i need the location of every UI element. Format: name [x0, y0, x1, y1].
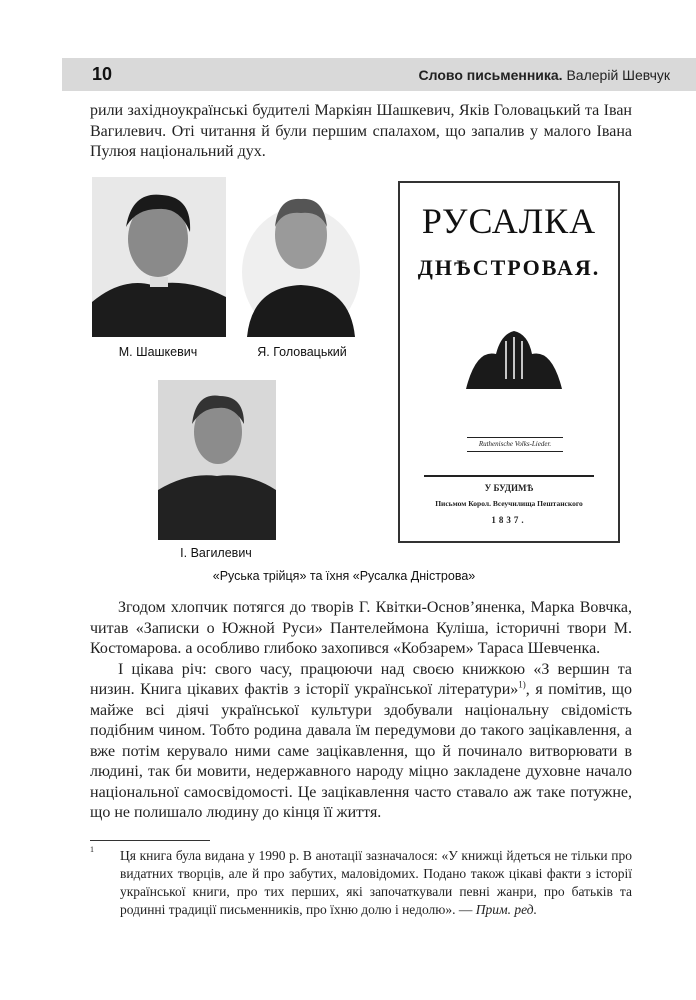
paragraph-3-start: І цікава річ: свого часу, працюючи над своєю книжкою «З вершин та низин. Книга цікавих фактів з історії української літератури» [90, 660, 632, 698]
book-subtitle: Ruthenische Volks-Lieder. [467, 437, 563, 452]
caption-holovatskyi: Я. Головацький [257, 345, 347, 359]
paragraph-2: Згодом хлопчик потягся до творів Г. Квітки-Основ’яненка, Марка Вовчка, читав «Записки о Южной Руси» Пантелеймона Куліша, історичні твори М. Костомарова. а особливо глибоко захопився «Кобзарем» Тараса Шевченка. [90, 599, 632, 657]
book-publisher: Письмом Корол. Всеучилища Пештанского [435, 499, 583, 508]
portrait-shashkevych [92, 177, 226, 337]
paragraph-1 [90, 101, 632, 163]
footnote-reference[interactable]: 1) [518, 679, 526, 690]
paragraph-3-end: , я помітив, що майже всі діячі української культури здобували національну свідомість подібним чином. Тобто родина давала їм передумови до такого зацікавлення, а вже потім керувало ними саме зацікавлення, що й починало витворювати в людині, так би мовити, недержавного народу міцно закладене духовне начало національної самосвідомості. Це зацікавлення часто ставало аж таке потужне, що не полишало людину до кінця її життя. [90, 681, 632, 821]
page-number: 10 [92, 64, 113, 84]
paragraph-1-text: рили західноукраїнські будителі Маркіян Шашкевич, Яків Головацький та Іван Вагилевич. Оті читання й були першим спалахом, що запалив у малого Івана Пулюя національний дух. [90, 102, 632, 160]
footnote-editor-note: Прим. ред. [475, 901, 537, 917]
caption-vahylevych: І. Вагилевич [180, 546, 252, 560]
running-title [419, 67, 670, 83]
footnote [90, 844, 632, 919]
paragraph-3 [90, 660, 632, 824]
running-title-author: Валерій Шевчук [566, 67, 670, 83]
book-divider [424, 475, 594, 477]
book-vignette-icon [466, 329, 562, 391]
body-text [90, 598, 632, 919]
book-title-line2: ДНѢСТРОВАЯ. [417, 255, 601, 280]
book-city: У БУДИМѢ [484, 483, 534, 493]
book-title-page [398, 181, 620, 543]
book-year: 1837. [491, 515, 527, 525]
footnote-divider [90, 840, 210, 841]
running-header [62, 58, 696, 91]
book-title-line1: РУСАЛКА [421, 201, 597, 241]
running-title-bold: Слово письменника. [418, 67, 563, 83]
portrait-holovatskyi [242, 177, 360, 337]
footnote-marker: 1 [90, 844, 94, 854]
footnote-text: Ця книга була видана у 1990 р. В анотації зазначалося: «У книжці йдеться не тільки про видатних творців, але й про забутих, маловідомих. Подано також цікаві факти з історії української книги, про тих перших, які започаткували певні жанри, про батьків та родинні традиції письменників, про їхню долю і недолю». — [120, 847, 632, 917]
caption-shashkevych: М. Шашкевич [118, 345, 198, 359]
portrait-vahylevych [158, 380, 276, 540]
figure-caption: «Руська трійця» та їхня «Русалка Дністрова» [212, 569, 476, 583]
